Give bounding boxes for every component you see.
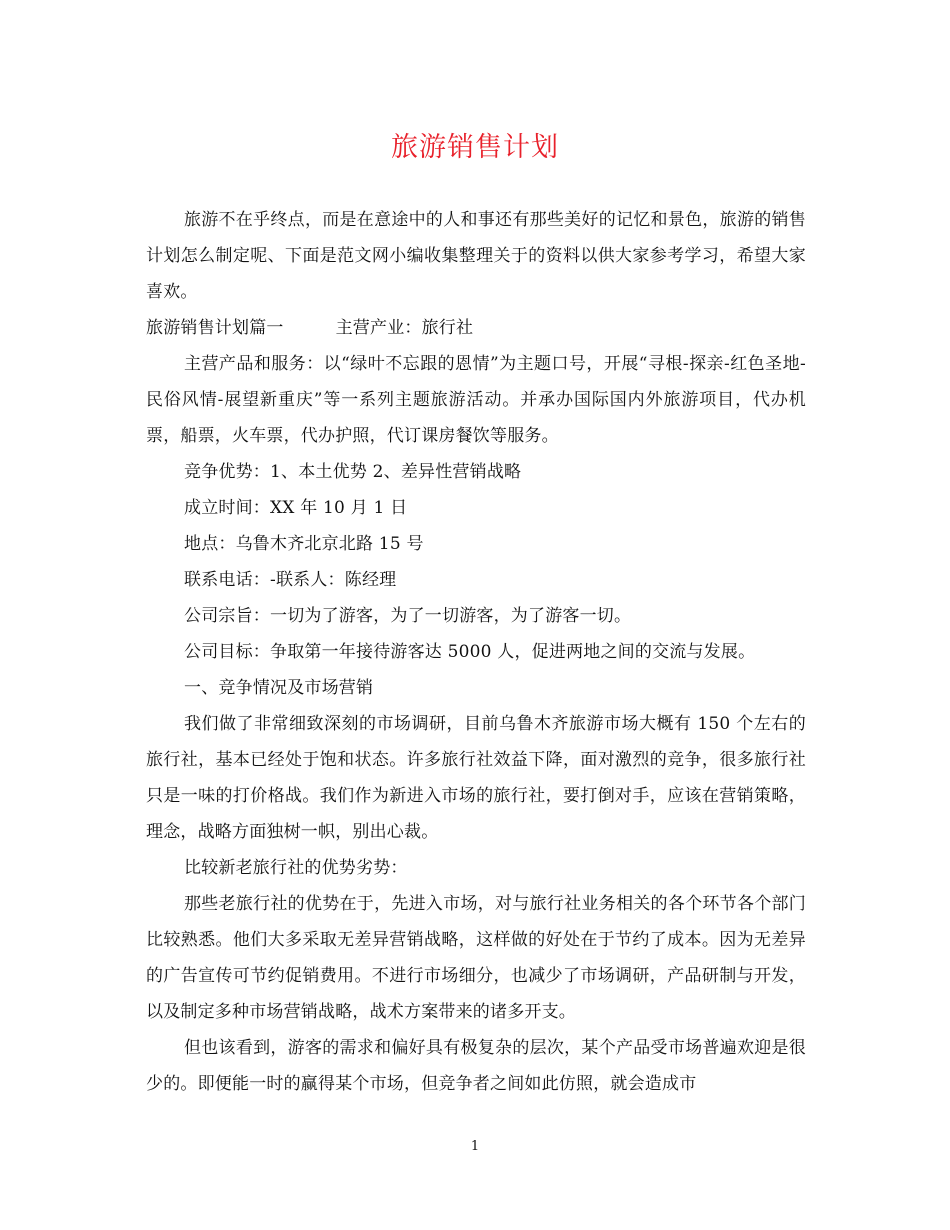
section-heading: 一、竞争情况及市场营销: [184, 678, 374, 698]
document-body: [146, 202, 806, 1102]
founding-date-line: 成立时间：XX 年 10 月 1 日: [184, 498, 408, 518]
address-line: 地点：乌鲁木齐北京北路 15 号: [184, 534, 424, 554]
plan-heading-left: 旅游销售计划篇一: [146, 318, 284, 338]
market-demand-paragraph: 但也该看到，游客的需求和偏好具有极复杂的层次，某个产品受市场普遍欢迎是很少的。即便能一时的赢得某个市场，但竞争者之间如此仿照，就会造成市: [146, 1038, 806, 1094]
products-services-paragraph: 主营产品和服务：以“绿叶不忘跟的恩情”为主题口号，开展“寻根-探亲-红色圣地-民俗风情-展望新重庆”等一系列主题旅游活动。并承办国际国内外旅游项目，代办机票，船票，火车票，代办护照，代订课房餐饮等服务。: [146, 354, 806, 446]
market-research-paragraph: 我们做了非常细致深刻的市场调研，目前乌鲁木齐旅游市场大概有 150 个左右的旅行社，基本已经处于饱和状态。许多旅行社效益下降，面对激烈的竞争，很多旅行社只是一味的打价格战。我们作为新进入市场的旅行社，要打倒对手，应该在营销策略，理念，战略方面独树一帜，别出心裁。: [146, 714, 806, 842]
intro-paragraph: 旅游不在乎终点，而是在意途中的人和事还有那些美好的记忆和景色，旅游的销售计划怎么制定呢、下面是范文网小编收集整理关于的资料以供大家参考学习，希望大家喜欢。: [146, 210, 806, 302]
old-agency-advantages-paragraph: 那些老旅行社的优势在于，先进入市场，对与旅行社业务相关的各个环节各个部门比较熟悉。他们大多采取无差异营销战略，这样做的好处在于节约了成本。因为无差异的广告宣传可节约促销费用。不进行市场细分，也减少了市场调研，产品研制与开发，以及制定多种市场营销战略，战术方案带来的诸多开支。: [146, 894, 806, 1022]
company-goal-line: 公司目标：争取第一年接待游客达 5000 人，促进两地之间的交流与发展。: [184, 642, 756, 662]
contact-line: 联系电话：-联系人：陈经理: [184, 570, 397, 590]
comparison-heading-line: 比较新老旅行社的优势劣势：: [184, 858, 408, 878]
document-title: 旅游销售计划: [391, 132, 559, 163]
company-purpose-line: 公司宗旨：一切为了游客，为了一切游客，为了游客一切。: [184, 606, 632, 626]
plan-heading-line: [146, 310, 806, 346]
plan-heading-right: 主营产业：旅行社: [335, 318, 474, 338]
competitive-advantage-line: 竞争优势：1、本土优势 2、差异性营销战略: [184, 462, 522, 482]
page-number: 1: [470, 1139, 480, 1154]
